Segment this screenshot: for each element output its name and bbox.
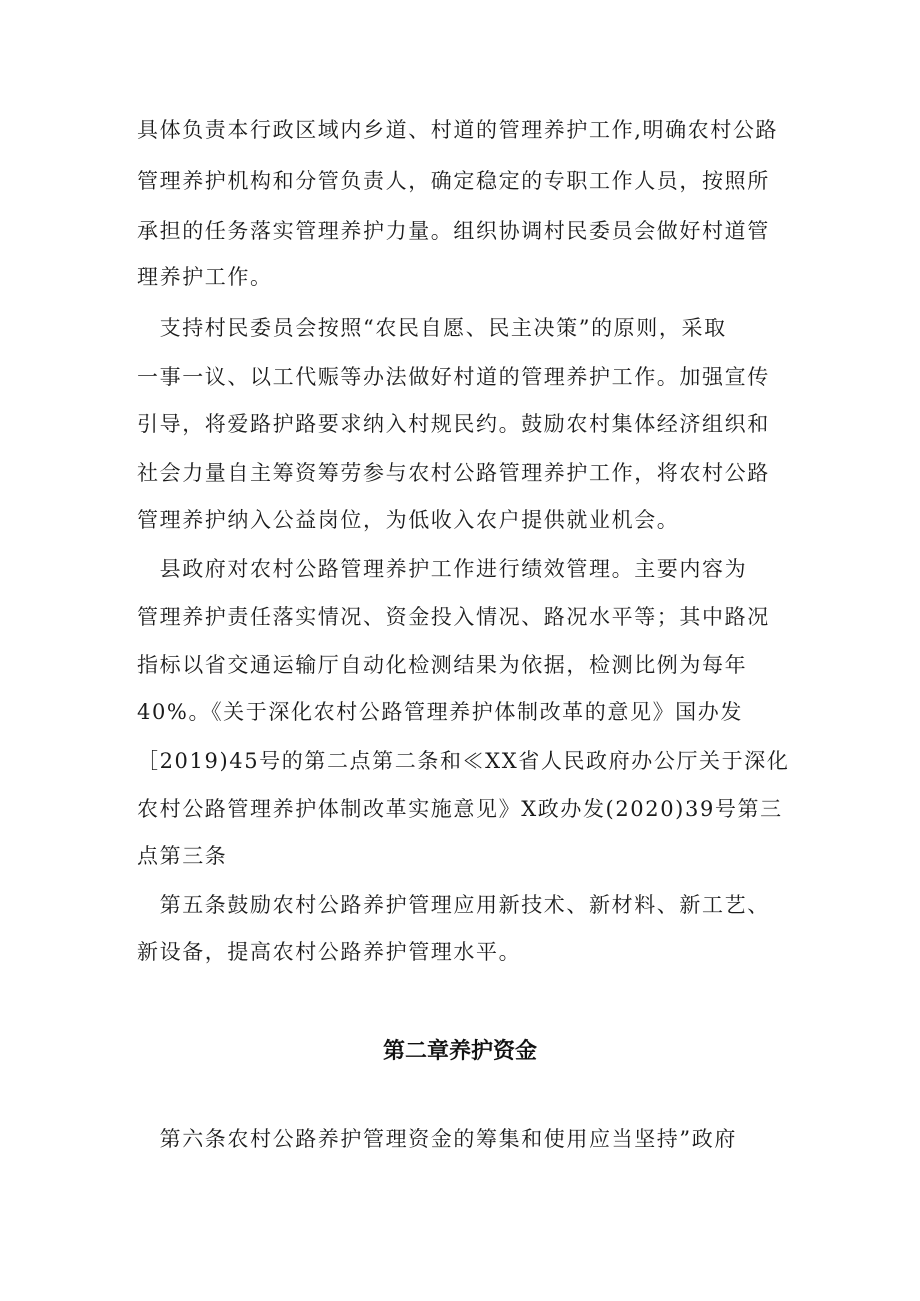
paragraph-4-line-1: 第五条鼓励农村公路养护管理应用新技术、新材料、新工艺、: [137, 893, 770, 917]
paragraph-3-line-6: 农村公路管理养护体制改革实施意见》X政办发(2020)39号第三: [137, 797, 783, 821]
paragraph-3-line-4: 40%。《关于深化农村公路管理养护体制改革的意见》国办发: [137, 700, 743, 724]
paragraph-1-line-1: 具体负责本行政区域内乡道、村道的管理养护工作,明确农村公路: [137, 118, 779, 142]
paragraph-1-line-2: 管理养护机构和分管负责人，确定稳定的专职工作人员，按照所: [137, 169, 770, 193]
paragraph-3-line-1: 县政府对农村公路管理养护工作进行绩效管理。主要内容为: [137, 557, 748, 581]
paragraph-2-line-5: 管理养护纳入公益岗位，为低收入农户提供就业机会。: [137, 508, 680, 532]
paragraph-2-line-2: 一事一议、以工代赈等办法做好村道的管理养护工作。加强宣传: [137, 365, 770, 389]
paragraph-5-line-1: 第六条农村公路养护管理资金的筹集和使用应当坚持”政府: [137, 1127, 737, 1151]
paragraph-4-line-2: 新设备，提高农村公路养护管理水平。: [137, 940, 522, 964]
paragraph-3-line-7: 点第三条: [137, 844, 228, 868]
paragraph-1-line-3: 承担的任务落实管理养护力量。组织协调村民委员会做好村道管: [137, 219, 770, 243]
paragraph-2-line-4: 社会力量自主筹资筹劳参与农村公路管理养护工作，将农村公路: [137, 461, 770, 485]
paragraph-3-line-2: 管理养护责任落实情况、资金投入情况、路况水平等；其中路况: [137, 605, 770, 629]
paragraph-2-line-1: 支持村民委员会按照“农民自愿、民主决策”的原则，采取: [137, 316, 727, 340]
chapter-heading: 第二章养护资金: [382, 1039, 537, 1064]
paragraph-1-line-4: 理养护工作。: [137, 265, 273, 289]
paragraph-3-line-5: ［2019)45号的第二点第二条和≪XX省人民政府办公厅关于深化: [137, 749, 790, 773]
paragraph-2-line-3: 引导，将爱路护路要求纳入村规民约。鼓励农村集体经济组织和: [137, 412, 770, 436]
paragraph-3-line-3: 指标以省交通运输厅自动化检测结果为依据，检测比例为每年: [137, 653, 748, 677]
